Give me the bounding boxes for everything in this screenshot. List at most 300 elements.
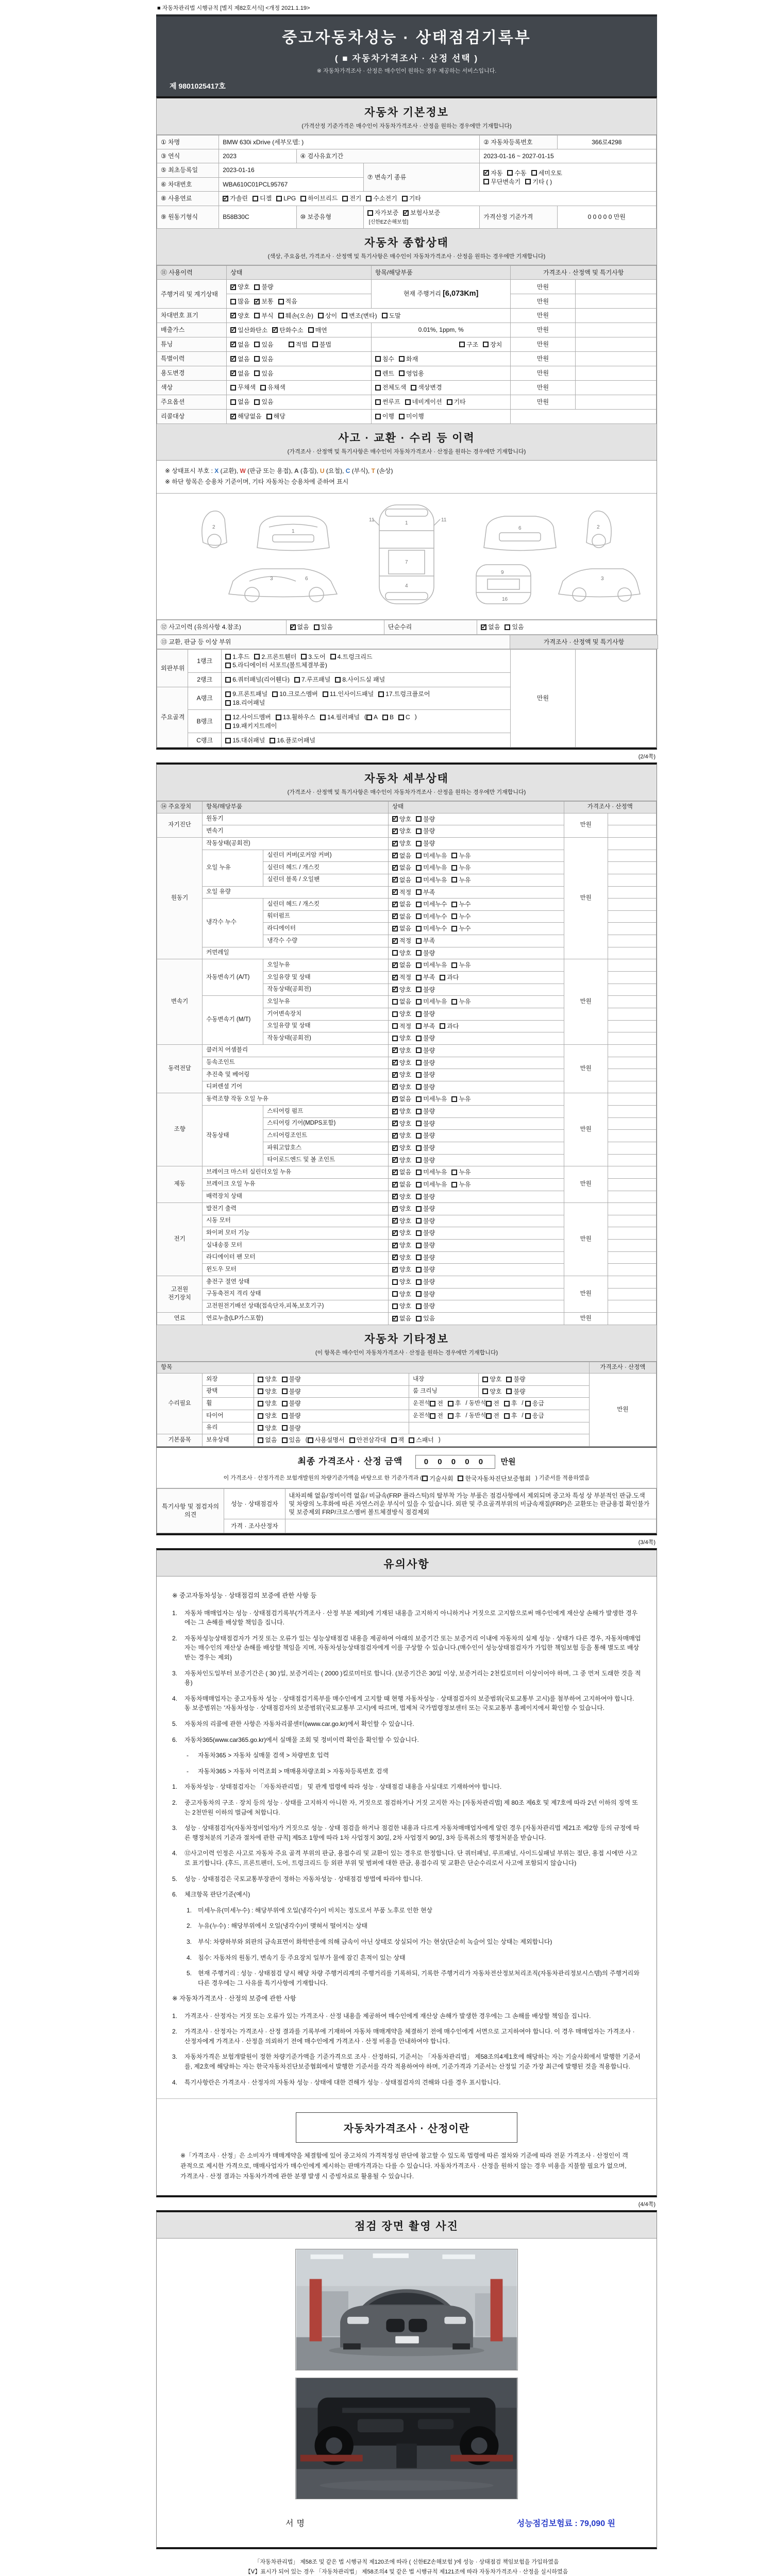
checkbox-checked[interactable] [392,1265,411,1274]
final-price-amount: 0 0 0 0 0 [415,1455,495,1469]
checkbox-unchecked[interactable] [416,1205,435,1213]
checkbox-unchecked[interactable] [282,1399,301,1408]
checkbox-icon [382,313,388,318]
checkbox-label: 누유 [459,876,471,884]
table-cell: 0.01%, 1ppm, % [371,323,511,337]
checkbox-unchecked[interactable] [323,690,374,698]
section-title: 자동차 세부상태 [364,773,449,785]
checkbox-checked[interactable] [392,973,411,981]
checkbox-checked[interactable] [392,1120,411,1128]
checkbox-unchecked[interactable] [416,1131,435,1140]
table-cell: 주요골격 [157,687,188,748]
checkbox-checked[interactable] [392,1156,411,1164]
basic-info-table [157,135,657,229]
checkbox-icon [392,1121,398,1126]
checkbox-unchecked[interactable] [416,1059,435,1067]
checkbox-unchecked[interactable] [230,383,256,392]
checkbox-unchecked[interactable] [416,1302,435,1310]
checkbox-unchecked[interactable] [416,937,435,945]
checkbox-checked[interactable] [392,1059,411,1067]
table-cell [608,1069,656,1081]
table-cell: 2023-01-16 [219,163,364,177]
checkbox-checked[interactable] [392,1107,411,1115]
checkbox-unchecked[interactable] [392,1302,411,1310]
checkbox-unchecked[interactable] [254,341,273,349]
checkbox-unchecked[interactable] [451,924,470,933]
table-cell [388,1191,564,1203]
checkbox-label: 부족 [423,888,435,896]
checkbox-unchecked[interactable] [416,1034,435,1042]
table-cell [371,395,511,409]
checkbox-unchecked[interactable] [258,1399,277,1408]
checkbox-unchecked[interactable] [416,1168,447,1176]
checkbox-label: 양호 [399,1205,412,1213]
checkbox-checked[interactable] [272,326,303,334]
checkbox-unchecked[interactable] [430,1412,443,1420]
checkbox-checked[interactable] [392,912,411,921]
table-cell: 만원 [511,395,575,409]
checkbox-unchecked[interactable] [399,355,418,363]
checkbox-unchecked[interactable] [416,815,435,823]
checkbox-unchecked[interactable] [282,1412,301,1420]
table-cell: 만원 [589,1374,656,1447]
checkbox-unchecked[interactable] [416,1071,435,1079]
checkbox-unchecked[interactable] [378,690,430,698]
checkbox-icon [392,865,398,871]
checkbox-unchecked[interactable] [531,169,562,177]
checkbox-unchecked[interactable] [225,699,265,707]
checkbox-unchecked[interactable] [399,412,424,420]
checkbox-unchecked[interactable] [416,1144,435,1152]
checkbox-unchecked[interactable] [392,1034,411,1042]
checkbox-label: 누유 [459,961,471,969]
checkbox-unchecked[interactable] [504,1399,517,1408]
checkbox-checked[interactable] [403,209,440,217]
checkbox-label: 양호 [399,1035,412,1042]
checkbox-label: 디젤 [260,195,272,202]
checkbox-unchecked[interactable] [416,997,447,1006]
checkbox-unchecked[interactable] [416,1314,435,1323]
checkbox-unchecked[interactable] [416,1120,435,1128]
checkbox-unchecked[interactable] [416,1046,435,1055]
checkbox-unchecked[interactable] [440,1022,459,1030]
checkbox-label: 안전삼각대 [356,1436,386,1444]
checkbox-checked[interactable] [392,827,411,835]
checkbox-unchecked[interactable] [289,341,308,349]
checkbox-label: 일산화탄소 [238,326,268,334]
checkbox-unchecked[interactable] [391,1436,405,1444]
checkbox-unchecked[interactable] [416,1083,435,1091]
checkbox-unchecked[interactable] [483,178,520,186]
checkbox-unchecked[interactable] [451,997,470,1006]
table-cell: 스티어링조인트 [263,1130,389,1142]
checkbox-unchecked[interactable] [375,369,394,378]
checkbox-unchecked[interactable] [367,209,398,217]
checkbox-checked[interactable] [392,1217,411,1225]
checkbox-unchecked[interactable] [416,1217,435,1225]
checkbox-label: 불량 [423,1253,435,1261]
checkbox-icon [392,938,398,944]
checkbox-unchecked[interactable] [314,623,333,631]
checkbox-unchecked[interactable] [459,341,478,349]
checkbox-unchecked[interactable] [278,297,297,306]
checkbox-unchecked[interactable] [282,1387,301,1396]
checkbox-unchecked[interactable] [451,863,470,872]
checkbox-checked[interactable] [392,1193,411,1201]
checkbox-unchecked[interactable] [392,1290,411,1298]
notice-item [172,2011,641,2021]
checkbox-unchecked[interactable] [318,312,337,320]
checkbox-icon [440,1023,445,1029]
notice-item-text: 침수: 자동차의 원동기, 변속기 등 주요장치 일부가 물에 잠긴 흔적이 있는 상태 [198,1954,406,1961]
checkbox-checked[interactable] [230,369,249,378]
checkbox-checked[interactable] [483,169,502,177]
checkbox-icon [416,1060,422,1065]
checkbox-unchecked[interactable] [398,713,410,721]
checkbox-checked[interactable] [230,412,261,420]
checkbox-unchecked[interactable] [416,1156,435,1164]
checkbox-icon [392,1243,398,1248]
table-cell: 만원 [511,649,575,747]
checkbox-unchecked[interactable] [483,341,502,349]
checkbox-icon [282,1413,288,1419]
checkbox-checked[interactable] [392,815,411,823]
section-header-accident [157,424,657,461]
checkbox-unchecked[interactable] [392,1022,411,1030]
checkbox-unchecked[interactable] [416,1290,435,1298]
table-cell: B58B30C [219,206,296,228]
checkbox-unchecked[interactable] [525,178,552,186]
checkbox-unchecked[interactable] [416,912,447,921]
table-cell [363,206,479,228]
checkbox-icon [392,1170,398,1175]
checkbox-unchecked[interactable] [342,194,361,202]
document-header [156,14,657,96]
checkbox-unchecked[interactable] [392,1278,411,1286]
checkbox-unchecked[interactable] [225,653,249,661]
checkbox-unchecked[interactable] [349,1436,386,1444]
checkbox-icon [416,913,422,919]
checkbox-checked[interactable] [392,1205,411,1213]
checkbox-unchecked[interactable] [258,1436,277,1444]
checkbox-unchecked[interactable] [416,1193,435,1201]
table-cell [409,1410,589,1422]
checkbox-checked[interactable] [481,623,500,631]
checkbox-unchecked[interactable] [411,383,442,392]
checkbox-unchecked[interactable] [448,1412,461,1420]
checkbox-unchecked[interactable] [225,690,267,698]
checkbox-unchecked[interactable] [506,1375,525,1383]
checkbox-unchecked[interactable] [416,839,435,848]
checkbox-checked[interactable] [392,1229,411,1237]
checkbox-unchecked[interactable] [258,1375,277,1383]
checkbox-unchecked[interactable] [416,900,447,908]
checkbox-checked[interactable] [230,326,267,334]
checkbox-unchecked[interactable] [330,653,373,661]
checkbox-unchecked[interactable] [416,1180,447,1189]
checkbox-unchecked[interactable] [416,1229,435,1237]
checkbox-checked[interactable] [230,283,249,291]
checkbox-checked[interactable] [392,888,411,896]
checkbox-unchecked[interactable] [300,194,338,202]
checkbox-unchecked[interactable] [301,653,325,661]
table-cell [388,1106,564,1118]
checkbox-unchecked[interactable] [260,383,285,392]
checkbox-icon [392,1157,398,1163]
checkbox-unchecked[interactable] [451,912,470,921]
checkbox-unchecked[interactable] [422,1474,453,1483]
checkbox-unchecked[interactable] [258,1412,277,1420]
checkbox-checked[interactable] [392,863,411,872]
checkbox-label: 적정 [399,974,412,981]
table-cell [388,850,564,862]
checkbox-checked[interactable] [392,1168,411,1176]
checkbox-unchecked[interactable] [405,398,442,406]
checkbox-unchecked[interactable] [254,355,273,363]
notice-item-number: - [187,1767,189,1775]
notice-item [172,1782,641,1792]
checkbox-checked[interactable] [392,900,411,908]
checkbox-unchecked[interactable] [254,369,273,378]
checkbox-checked[interactable] [392,924,411,933]
checkbox-unchecked[interactable] [416,876,447,884]
checkbox-checked[interactable] [290,623,309,631]
checkbox-unchecked[interactable] [375,383,406,392]
checkbox-unchecked[interactable] [375,412,394,420]
checkbox-checked[interactable] [230,312,249,320]
checkbox-unchecked[interactable] [392,1010,411,1018]
checkbox-icon [225,691,231,697]
checkbox-unchecked[interactable] [447,398,466,406]
checkbox-unchecked[interactable] [254,312,273,320]
checkbox-unchecked[interactable] [451,961,470,969]
checkbox-unchecked[interactable] [416,1241,435,1249]
checkbox-unchecked[interactable] [416,1107,435,1115]
checkbox-unchecked[interactable] [451,900,470,908]
table-cell: 항목/해당부품 [203,802,389,814]
checkbox-unchecked[interactable] [448,1399,461,1408]
checkbox-unchecked[interactable] [451,1180,470,1189]
checkbox-unchecked[interactable] [416,1278,435,1286]
checkbox-unchecked[interactable] [416,1253,435,1262]
checkbox-unchecked[interactable] [254,653,296,661]
table-cell: 1랭크 [188,649,222,672]
checkbox-checked[interactable] [230,355,249,363]
checkbox-checked[interactable] [392,1314,411,1323]
checkbox-icon [392,913,398,919]
checkbox-checked[interactable] [392,986,411,994]
checkbox-label: 불량 [423,1046,435,1054]
checkbox-unchecked[interactable] [505,623,524,631]
page-marker-3: (3/4쪽) [638,1539,656,1546]
table-cell [388,899,564,911]
table-cell: 동력전달 [157,1044,203,1093]
notice-block-c-heading: ※ 자동차가격조사 · 산정의 보증에 관한 사항 [172,1995,296,2003]
checkbox-unchecked[interactable] [270,736,315,744]
checkbox-unchecked[interactable] [225,675,290,684]
checkbox-unchecked[interactable] [276,194,296,202]
checkbox-checked[interactable] [392,1180,411,1189]
checkbox-label: 있음 [512,623,524,631]
checkbox-unchecked[interactable] [416,1265,435,1274]
checkbox-icon [430,1413,435,1419]
checkbox-checked[interactable] [392,1071,411,1079]
notice-item-number: 6. [172,1891,178,1899]
checkbox-unchecked[interactable] [276,713,315,721]
checkbox-icon [399,414,405,419]
checkbox-label: 없음 [399,925,412,933]
table-cell [222,672,511,687]
checkbox-unchecked[interactable] [375,398,400,406]
checkbox-checked[interactable] [392,852,411,860]
checkbox-unchecked[interactable] [230,297,249,306]
checkbox-unchecked[interactable] [451,876,470,884]
checkbox-unchecked[interactable] [416,924,447,933]
table-cell: ⑦ 변속기 종류 [363,163,479,191]
checkbox-unchecked[interactable] [392,949,411,957]
checkbox-unchecked[interactable] [416,986,435,994]
checkbox-unchecked[interactable] [402,194,421,202]
checkbox-unchecked[interactable] [382,312,401,320]
checkbox-unchecked[interactable] [308,326,327,334]
checkbox-unchecked[interactable] [486,1412,499,1420]
checkbox-unchecked[interactable] [253,194,272,202]
checkbox-label: 누유 [459,998,471,1006]
table-cell [388,1130,564,1142]
checkbox-checked[interactable] [392,1144,411,1152]
checkbox-unchecked[interactable] [399,369,424,378]
checkbox-unchecked[interactable] [375,355,394,363]
checkbox-unchecked[interactable] [392,997,411,1006]
checkbox-unchecked[interactable] [294,675,330,684]
checkbox-label: 부족 [423,974,435,981]
checkbox-label: 전체도색 [382,384,407,392]
checkbox-unchecked[interactable] [416,827,435,835]
checkbox-unchecked[interactable] [278,312,313,320]
checkbox-icon [289,342,294,347]
checkbox-checked[interactable] [392,961,411,969]
notice-item-text: 자동차365 > 자동차 이력조회 > 매매용차량조회 > 자동차등록번호 검색 [198,1767,389,1775]
checkbox-unchecked[interactable] [458,1474,531,1483]
notice-item [172,1953,641,1963]
checkbox-unchecked[interactable] [451,852,470,860]
checkbox-unchecked[interactable] [416,1095,447,1103]
checkbox-unchecked[interactable] [272,690,318,698]
checkbox-unchecked[interactable] [507,169,526,177]
checkbox-unchecked[interactable] [525,1399,544,1408]
checkbox-checked[interactable] [392,1095,411,1103]
checkbox-unchecked[interactable] [416,863,447,872]
checkbox-unchecked[interactable] [416,852,447,860]
checkbox-unchecked[interactable] [440,973,459,981]
checkbox-label: 17.트렁크플로어 [385,690,430,698]
checkbox-unchecked[interactable] [258,1424,277,1432]
checkbox-unchecked[interactable] [282,1424,301,1432]
checkbox-unchecked[interactable] [504,1412,517,1420]
checkbox-unchecked[interactable] [451,1095,470,1103]
checkbox-checked[interactable] [392,1083,411,1091]
notice-content [157,1577,657,2098]
checkbox-icon [230,399,236,405]
checkbox-unchecked[interactable] [320,713,360,721]
table-cell [608,1178,656,1191]
checkbox-icon [367,210,373,216]
checkbox-checked[interactable] [392,1253,411,1262]
checkbox-unchecked[interactable] [366,194,397,202]
checkbox-unchecked[interactable] [254,283,273,291]
table-cell [219,191,657,206]
table-cell [388,1081,564,1093]
checkbox-icon [392,1023,398,1029]
checkbox-unchecked[interactable] [525,1412,544,1420]
checkbox-unchecked[interactable] [482,1375,501,1383]
checkbox-unchecked[interactable] [312,341,331,349]
checkbox-unchecked[interactable] [225,661,327,669]
checkbox-checked[interactable] [392,1046,411,1055]
checkbox-checked[interactable] [392,1241,411,1249]
checkbox-checked[interactable] [230,341,249,349]
checkbox-unchecked[interactable] [416,961,447,969]
table-cell: 동력조향 작동 오일 누유 [203,1093,389,1106]
table-cell [608,1020,656,1032]
checkbox-unchecked[interactable] [416,949,435,957]
checkbox-checked[interactable] [392,839,411,848]
checkbox-unchecked[interactable] [225,722,277,730]
checkbox-unchecked[interactable] [416,1010,435,1018]
checkbox-label: 없음 [399,1180,412,1188]
checkbox-label: 15.대쉬패널 [232,736,265,744]
checkbox-checked[interactable] [254,297,273,306]
checkbox-unchecked[interactable] [342,312,377,320]
checkbox-checked[interactable] [392,937,411,945]
checkbox-unchecked[interactable] [430,1399,443,1408]
checkbox-unchecked[interactable] [416,973,435,981]
checkbox-unchecked[interactable] [266,412,285,420]
checkbox-icon [440,975,445,980]
checkbox-unchecked[interactable] [409,1436,434,1444]
checkbox-unchecked[interactable] [416,888,435,896]
checkbox-unchecked[interactable] [254,398,273,406]
checkbox-unchecked[interactable] [305,1436,345,1444]
checkbox-unchecked[interactable] [486,1399,499,1408]
checkbox-unchecked[interactable] [416,1022,435,1030]
checkbox-checked[interactable] [223,194,248,202]
checkbox-label: 탄화수소 [279,326,304,334]
checkbox-checked[interactable] [392,876,411,884]
checkbox-label: 양호 [265,1376,277,1383]
car-diagram-area [157,494,657,620]
final-note-post: ) 기준서를 적용하였음 [535,1475,590,1481]
checkbox-checked[interactable] [392,1131,411,1140]
checkbox-icon [416,962,422,968]
checkbox-label: 양호 [399,949,412,957]
checkbox-unchecked[interactable] [230,398,249,406]
checkbox-unchecked[interactable] [225,736,265,744]
checkbox-unchecked[interactable] [335,675,385,684]
checkbox-unchecked[interactable] [366,713,378,721]
checkbox-unchecked[interactable] [451,1168,470,1176]
checkbox-unchecked[interactable] [282,1436,301,1444]
checkbox-unchecked[interactable] [482,1387,501,1396]
checkbox-unchecked[interactable] [282,1375,301,1383]
checkbox-unchecked[interactable] [382,713,394,721]
state-code-letter: U [320,467,325,474]
checkbox-unchecked[interactable] [225,713,271,721]
table-cell [388,1020,564,1032]
checkbox-unchecked[interactable] [506,1387,525,1396]
checkbox-unchecked[interactable] [258,1387,277,1396]
checkbox-label: 불량 [423,1302,435,1310]
